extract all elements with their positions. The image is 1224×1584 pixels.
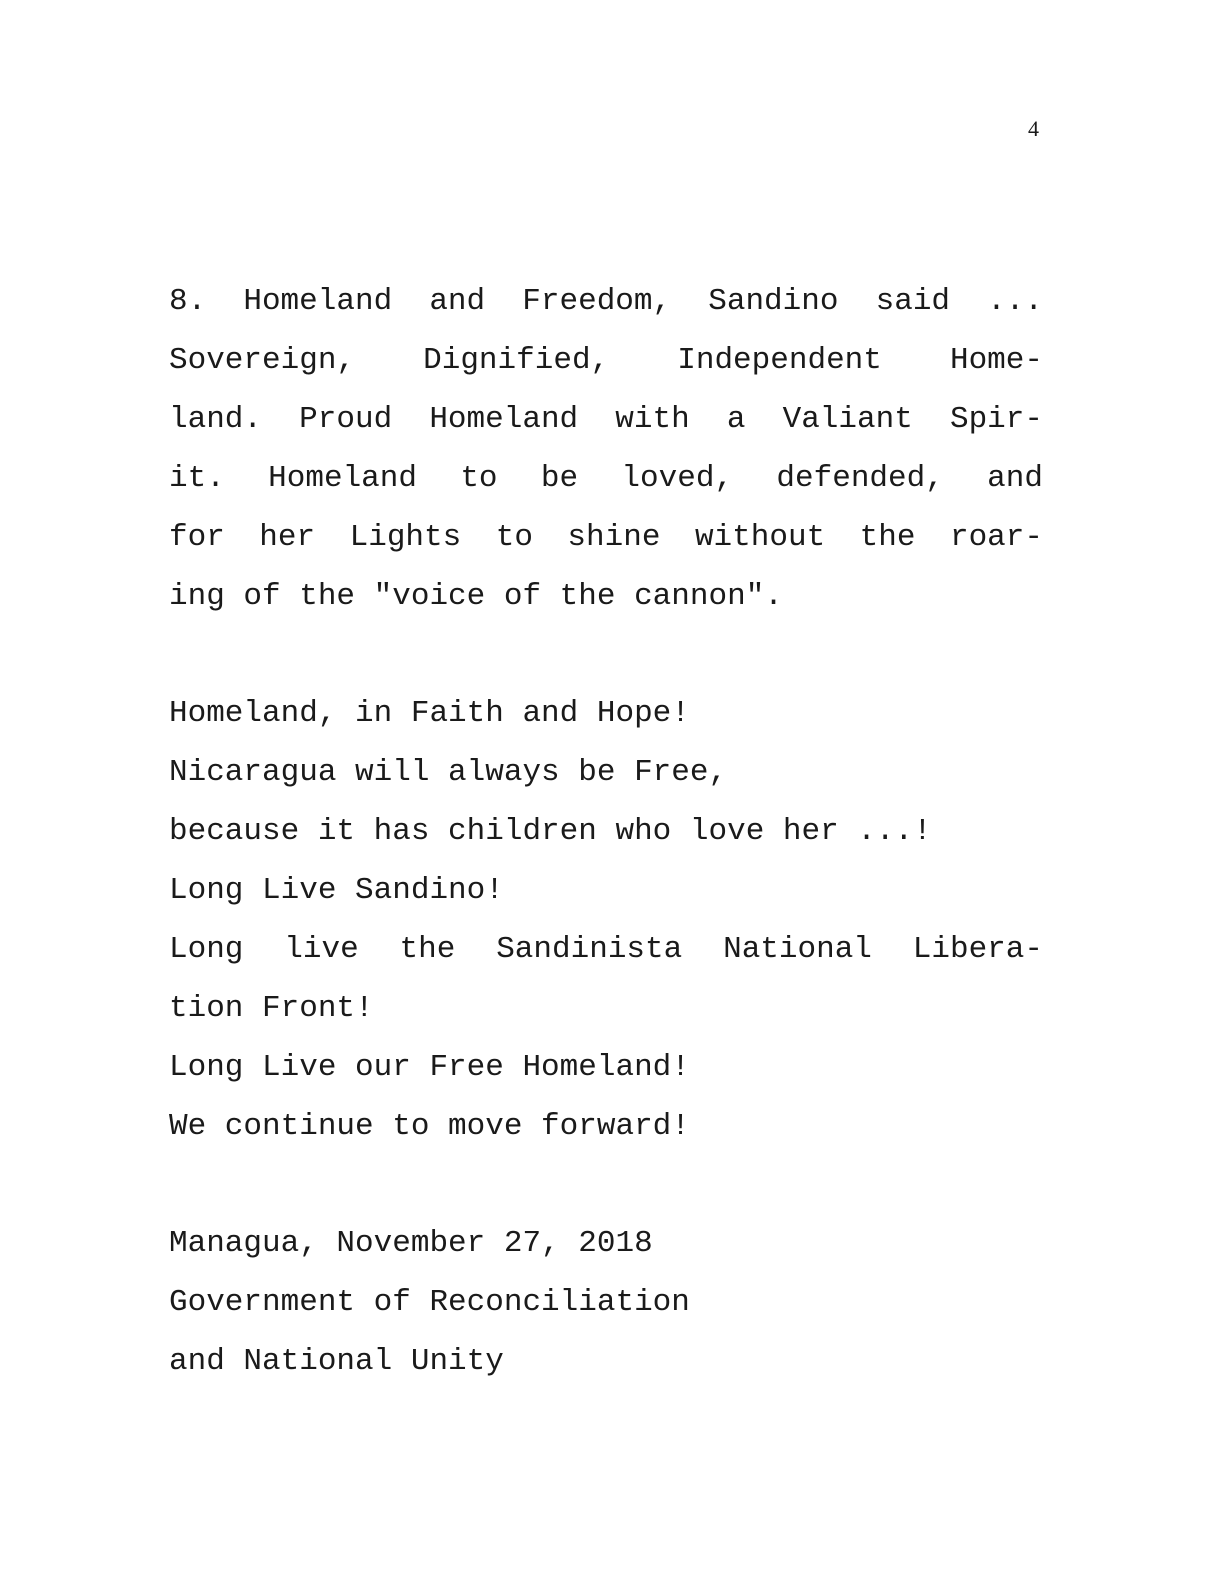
- closing-line: Homeland, in Faith and Hope!: [169, 696, 690, 731]
- paragraph-line: 8. Homeland and Freedom, Sandino said ...: [169, 284, 1043, 319]
- closing-line: because it has children who love her ...!: [169, 814, 932, 849]
- closing-line: Long Live Sandino!: [169, 873, 504, 908]
- closing-line: Long live the Sandinista National Libera-: [169, 932, 1043, 967]
- paragraph-line: ing of the "voice of the cannon".: [169, 579, 783, 614]
- closing-line: Long Live our Free Homeland!: [169, 1050, 690, 1085]
- signature-line: and National Unity: [169, 1344, 504, 1379]
- page-number: 4: [1028, 116, 1039, 141]
- paragraph-line: for her Lights to shine without the roar-: [169, 520, 1043, 555]
- closing-line: We continue to move forward!: [169, 1109, 690, 1144]
- closing-line: Nicaragua will always be Free,: [169, 755, 728, 790]
- paragraph-line: it. Homeland to be loved, defended, and: [169, 461, 1043, 496]
- paragraph-line: Sovereign, Dignified, Independent Home-: [169, 343, 1043, 378]
- signature-line: Government of Reconciliation: [169, 1285, 690, 1320]
- closing-line: tion Front!: [169, 991, 374, 1026]
- signature-date-line: Managua, November 27, 2018: [169, 1226, 653, 1261]
- paragraph-line: land. Proud Homeland with a Valiant Spir-: [169, 402, 1043, 437]
